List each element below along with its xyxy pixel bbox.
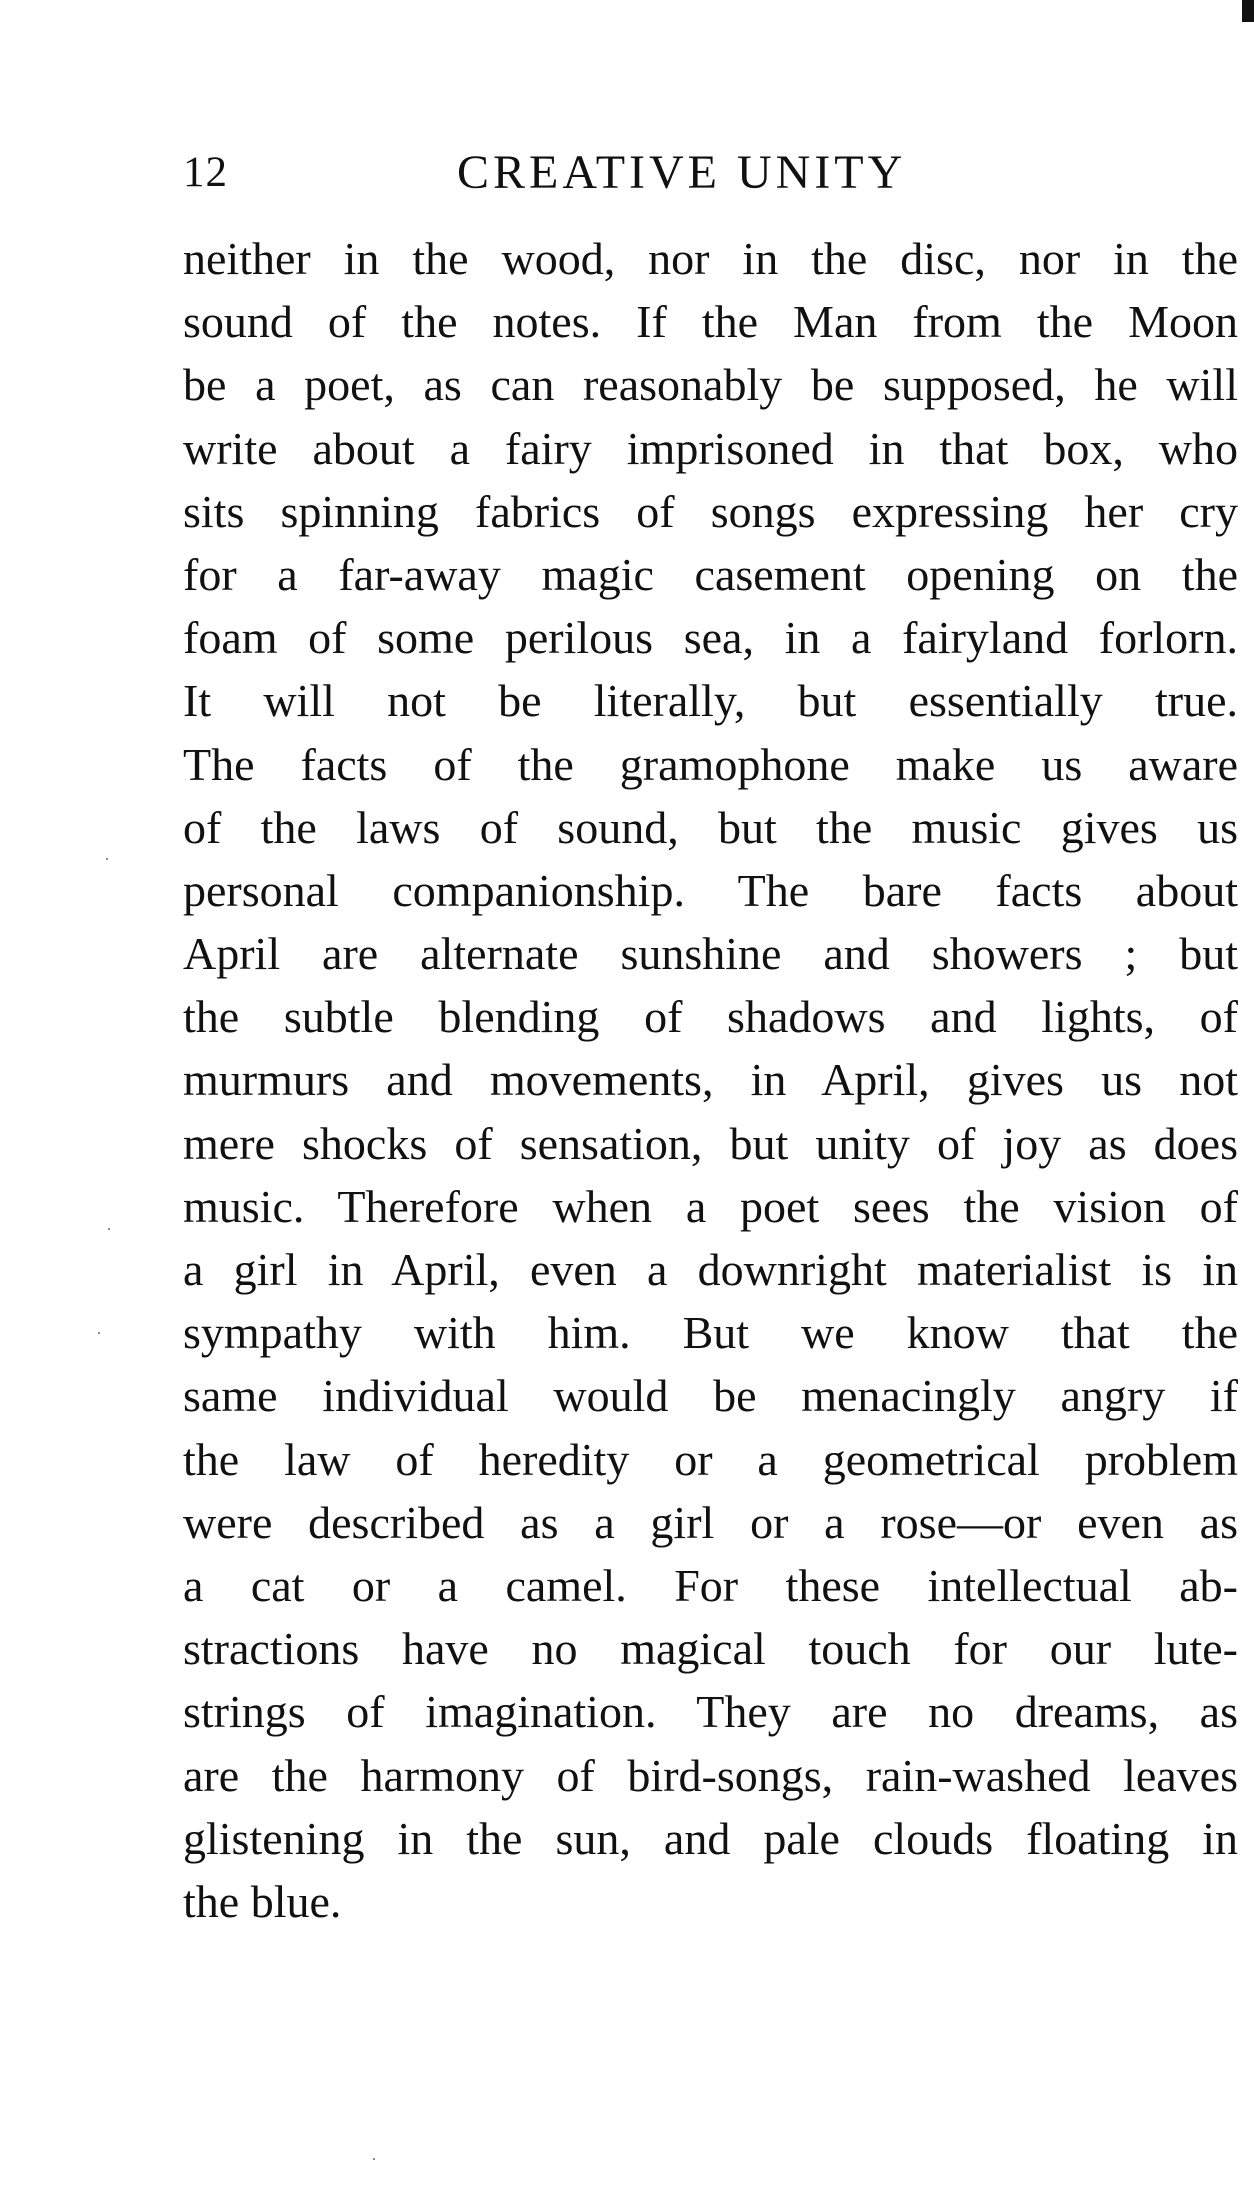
text-line: neither in the wood, nor in the disc, nor in the (183, 233, 1238, 284)
text-line: strings of imagination. They are no dreams, as (183, 1686, 1238, 1738)
text-line: glistening in the sun, and pale clouds floating in (183, 1812, 1238, 1864)
text-line: foam of some perilous sea, in a fairyland forlorn. (183, 612, 1238, 664)
text-line: sympathy with him. But we know that the (183, 1307, 1238, 1359)
text-line: be a poet, as can reasonably be supposed, he will (183, 359, 1238, 411)
scan-speck (108, 1228, 110, 1230)
text-line: stractions have no magical touch for our lute- (183, 1623, 1238, 1675)
text-line: write about a fairy imprisoned in that box, who (183, 422, 1238, 474)
text-line: a girl in April, even a downright materialist is in (183, 1244, 1238, 1295)
text-line: music. Therefore when a poet sees the vision of (183, 1180, 1238, 1232)
text-line: of the laws of sound, but the music gives us (183, 801, 1238, 853)
text-line: personal companionship. The bare facts about (183, 864, 1238, 916)
text-line: sits spinning fabrics of songs expressing her cry (183, 485, 1238, 537)
body-text (183, 227, 1238, 1933)
text-line: The facts of the gramophone make us aware (183, 738, 1238, 790)
text-line: April are alternate sunshine and showers ; but (183, 928, 1238, 980)
text-line: It will not be literally, but essentially true. (183, 675, 1238, 727)
text-line: sound of the notes. If the Man from the Moon (183, 296, 1238, 348)
scan-speck (373, 2158, 375, 2160)
scan-speck (98, 1332, 100, 1334)
text-line: the subtle blending of shadows and lights, of (183, 991, 1238, 1043)
text-line: murmurs and movements, in April, gives us not (183, 1054, 1238, 1106)
text-line: the blue. (183, 1875, 342, 1927)
scan-edge-mark (1242, 0, 1254, 22)
page-number: 12 (183, 149, 228, 196)
text-line: for a far-away magic casement opening on the (183, 548, 1238, 600)
text-line: the law of heredity or a geometrical problem (183, 1433, 1238, 1485)
scan-speck (106, 858, 108, 860)
text-line: were described as a girl or a rose—or even as (183, 1496, 1238, 1548)
text-line: are the harmony of bird-songs, rain-washed leaves (183, 1749, 1238, 1801)
page-header (183, 143, 1238, 203)
text-line: a cat or a camel. For these intellectual ab- (183, 1559, 1238, 1611)
text-line: same individual would be menacingly angry if (183, 1370, 1238, 1422)
text-line: mere shocks of sensation, but unity of joy as does (183, 1117, 1238, 1169)
running-title: CREATIVE UNITY (457, 146, 907, 199)
